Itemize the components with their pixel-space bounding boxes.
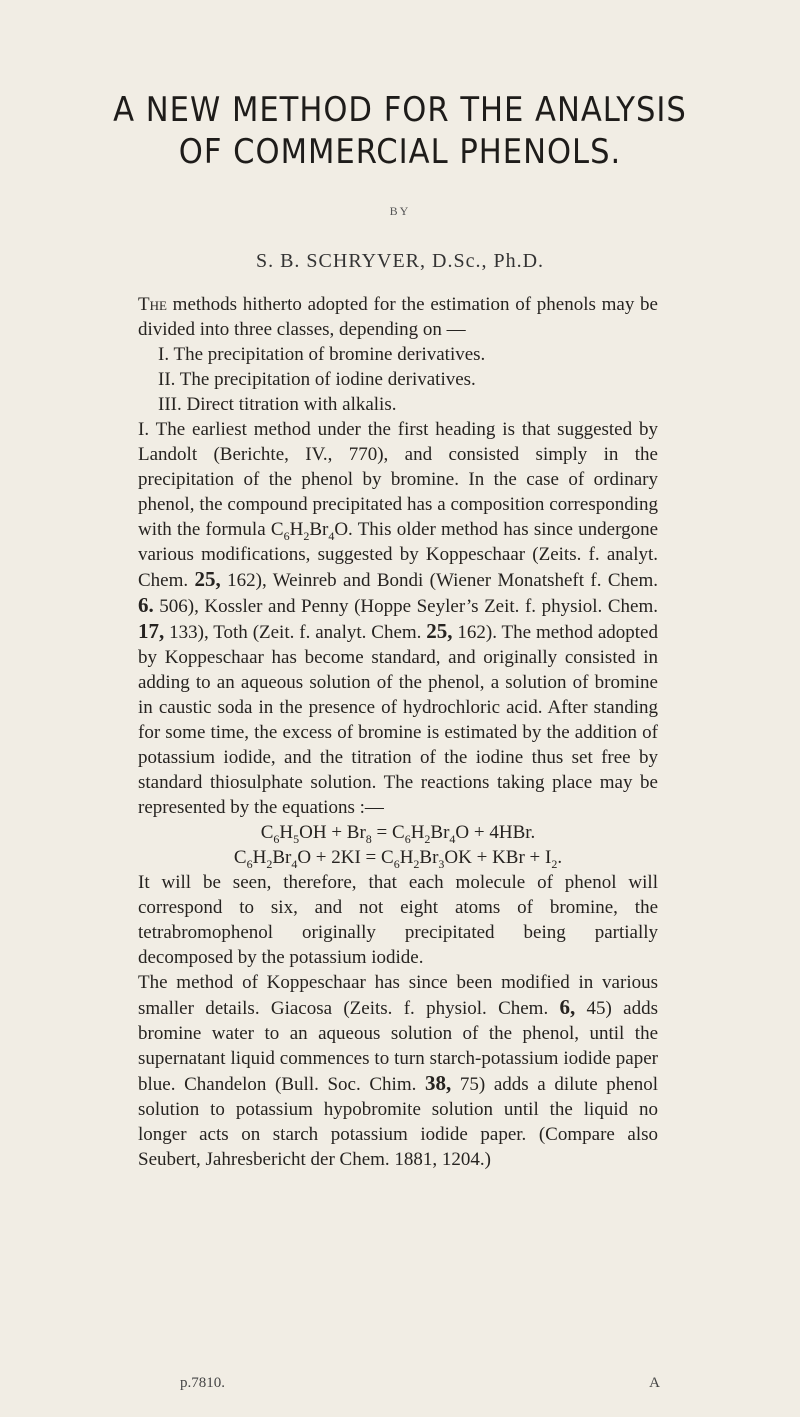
equation-1	[138, 820, 658, 845]
para3-text-c: 75) adds a dilute phenol solution to potassium hypobromite solution until the liquid no longer acts on starch potassium iodide paper. (Compare also Seubert, Jahresbericht der Chem. 1881, 1204.)	[138, 1074, 658, 1170]
para1-text-k: 162). The method adopted by Koppeschaar has become standard, and originally consisted in adding to an aqueous solution of the phenol, a solution of bromine in caustic soda in the presence of hydrochloric acid. After standing for some time, the excess of bromine is estimated by the addition of potassium iodide, and the titration of the iodine thus set free by standard thiosulphate solution. The reactions taking place may be represented by the equations :—	[138, 622, 658, 818]
class-item-1: I. The precipitation of bromine derivatives.	[158, 344, 486, 365]
para1-text-a: I. The earliest method under the first heading is that suggested by Landolt (Berichte, IV., 770), and consisted simply in the precipitation of the phenol by bromine. In the case of ordinary phenol, the compound precipitated has a composition corresponding with the formula C	[138, 419, 658, 540]
eq1-s4: 6	[404, 831, 411, 846]
para3-volume-2: 38,	[425, 1071, 452, 1095]
eq1-p7: O + 4HBr.	[455, 822, 536, 843]
class-item-3: III. Direct titration with alkalis.	[158, 394, 397, 415]
intro-paragraph	[138, 292, 658, 342]
paragraph-2: It will be seen, therefore, that each molecule of phenol will correspond to six, and not eight atoms of bromine, the tetrabromophenol originally precipitated being partially decomposed by the potassium iodide.	[138, 872, 658, 968]
eq2-p3: Br	[272, 847, 292, 868]
para1-volume-1: 25,	[194, 567, 221, 591]
eq2-p6: Br	[419, 847, 439, 868]
para1-volume-2: 6.	[138, 593, 154, 617]
eq2-s2: 2	[266, 856, 273, 871]
author: S. B. SCHRYVER, D.Sc., Ph.D.	[255, 250, 545, 272]
eq1-p3: OH + Br	[299, 822, 366, 843]
eq2-p8: .	[557, 847, 563, 868]
eq2-s4: 6	[393, 856, 400, 871]
eq1-p6: Br	[430, 822, 450, 843]
title-line-1: A NEW METHOD FOR THE ANALYSIS	[113, 90, 687, 130]
para1-volume-3: 17,	[138, 619, 165, 643]
eq2-p5: H	[399, 847, 414, 868]
para3-text-a: The method of Koppeschaar has since been modified in various smaller details. Giacosa (Zeits. f. physiol. Chem.	[138, 972, 658, 1019]
paragraph-3	[138, 970, 658, 1172]
para1-text-g: O. This older method has since undergone various modifications, suggested by Koppeschaar (Zeits. f. analyt. Chem.	[138, 519, 658, 591]
para1-sub-f: 4	[328, 528, 335, 543]
eq2-s1: 6	[246, 856, 253, 871]
eq1-s1: 6	[273, 831, 280, 846]
page-footer	[180, 1375, 660, 1392]
eq2-p7: OK + KBr + I	[444, 847, 552, 868]
intro-text: methods hitherto adopted for the estimation of phenols may be divided into three classes, depending on —	[138, 294, 658, 340]
signature-mark: A	[649, 1375, 660, 1391]
equation-2	[138, 845, 658, 870]
eq1-p1: C	[260, 822, 274, 843]
eq2-s5: 2	[413, 856, 420, 871]
paragraph-1	[138, 417, 658, 820]
para1-volume-4: 25,	[426, 619, 453, 643]
para3-volume-1: 6,	[559, 995, 576, 1019]
eq2-p4: O + 2KI = C	[297, 847, 394, 868]
eq1-p2: H	[279, 822, 294, 843]
classes-list	[138, 342, 658, 417]
para1-text-j: 133), Toth (Zeit. f. analyt. Chem.	[164, 622, 427, 643]
eq1-s3: 8	[365, 831, 372, 846]
para1-text-e: Br	[309, 519, 329, 540]
eq2-p2: H	[252, 847, 267, 868]
eq2-s7: 2	[551, 856, 558, 871]
para1-text-c: H	[289, 519, 304, 540]
intro-lead: The	[138, 294, 167, 315]
para1-text-h: 162), Weinreb and Bondi (Wiener Monatsheft f. Chem.	[220, 570, 658, 591]
eq2-p1: C	[233, 847, 247, 868]
title-line-2: OF COMMERCIAL PHENOLS.	[178, 132, 622, 172]
para3-text-b: 45) adds bromine water to an aqueous solution of the phenol, until the supernatant liquid commences to turn starch-potassium iodide paper blue. Chandelon (Bull. Soc. Chim.	[138, 998, 658, 1095]
eq1-p4: = C	[371, 822, 405, 843]
para1-text-i: 506), Kossler and Penny (Hoppe Seyler’s Zeit. f. physiol. Chem.	[153, 596, 658, 617]
eq2-s3: 4	[291, 856, 298, 871]
para1-sub-b: 6	[283, 528, 290, 543]
para1-sub-d: 2	[303, 528, 310, 543]
eq1-s2: 5	[293, 831, 300, 846]
eq2-s6: 3	[438, 856, 445, 871]
class-item-2: II. The precipitation of iodine derivatives.	[158, 369, 476, 390]
eq1-s6: 4	[449, 831, 456, 846]
footer-reference: p.7810.	[180, 1375, 225, 1391]
byline: BY	[389, 204, 411, 218]
article-body	[138, 292, 658, 1172]
eq1-s5: 2	[424, 831, 431, 846]
eq1-p5: H	[410, 822, 425, 843]
